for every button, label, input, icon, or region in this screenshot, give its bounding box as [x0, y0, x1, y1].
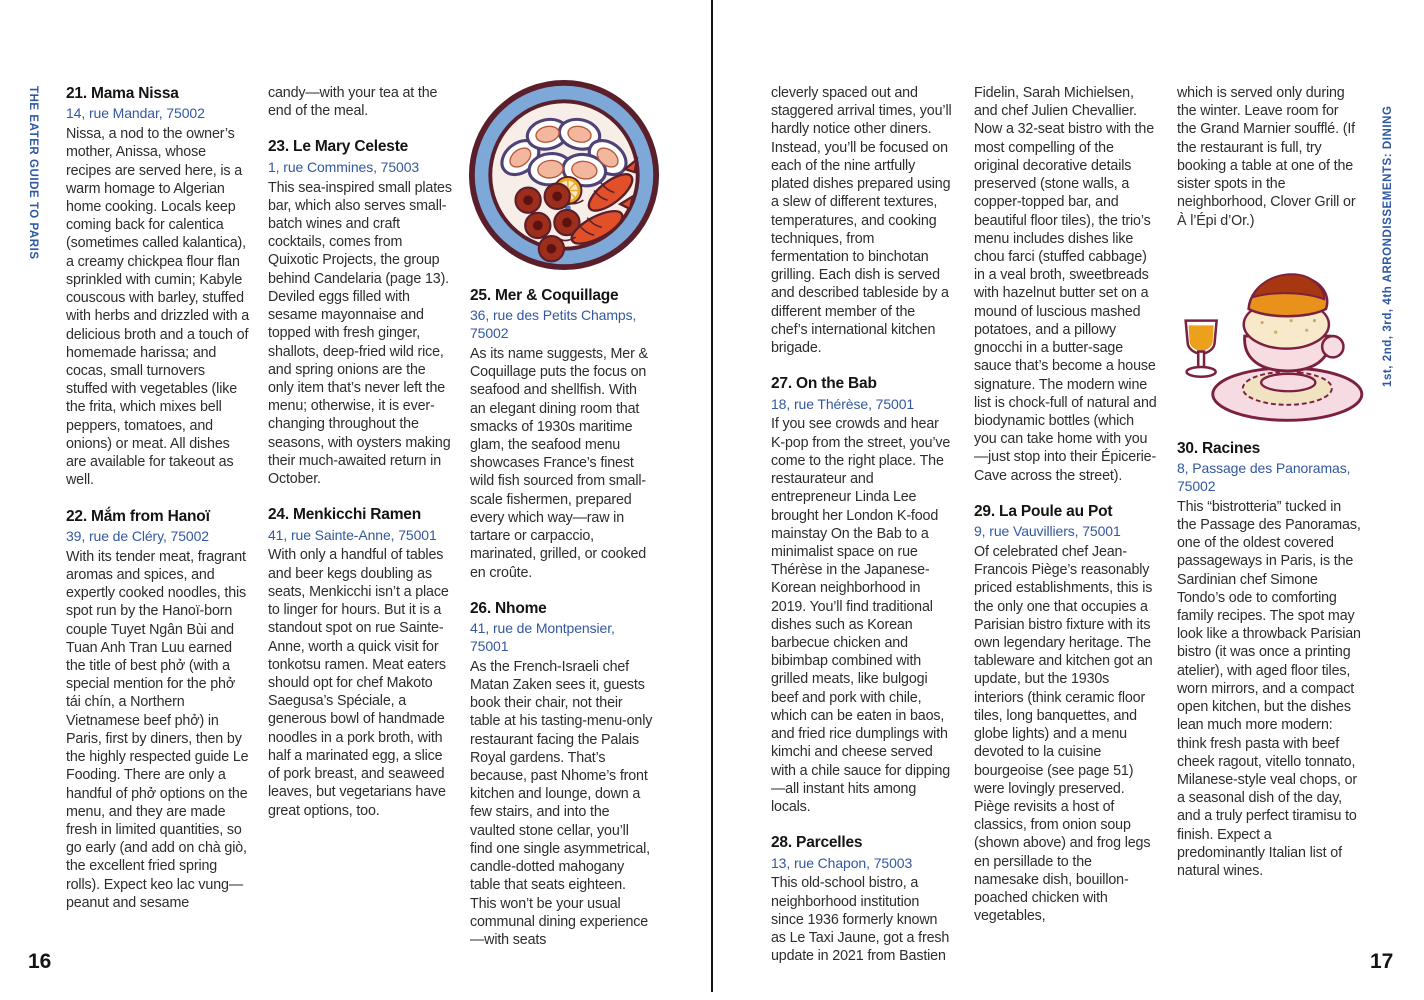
- right-column-3: [1177, 84, 1361, 897]
- left-column-2: [268, 84, 452, 837]
- continuation-text: cleverly spaced out and staggered arrival times, you’ll hardly notice other diners. Instead, you’ll be focused on each of the nine artfully plated dishes prepared using a slew of different textures, temperatures, and cooking techniques, from fermentation to binchotan grilling. Each dish is served and described tableside by a different member of the chef’s international kitchen brigade.: [771, 85, 952, 357]
- entry-24-menkicchi-ramen: [268, 505, 452, 819]
- entry-26-nhome: [470, 599, 654, 949]
- restaurant-title: 30. Racines: [1177, 439, 1261, 457]
- entry-27-on-the-bab: [771, 374, 955, 816]
- restaurant-address: 8, Passage des Panoramas, 75002: [1177, 460, 1351, 494]
- restaurant-description: With its tender meat, fragrant aromas and spices, and expertly cooked noodles, this spot run by the Hanoï-born couple Tuyet Ngân Bùi and Tuan Anh Tran Luu earned the title of best phở (with a special mention for the phở tái chín, a Northern Vietnamese beef phở) in Paris, first by diners, then by the highly respected guide Le Fooding. There are only a handful of phở options on the menu, and they are made fresh in limited quantities, so go early (and add on chà giò, the excellent fried spring rolls). Expect keo lac vung—peanut and sesame: [66, 548, 249, 911]
- entry-29-la-poule-au-pot: [974, 502, 1158, 926]
- entry-28-parcelles: [771, 833, 955, 965]
- left-column-3: [470, 82, 654, 966]
- restaurant-title: 24. Menkicchi Ramen: [268, 506, 421, 524]
- restaurant-description: With only a handful of tables and beer kegs doubling as seats, Menkicchi isn’t a place to linger for hours. But it is a standout spot on rue Sainte-Anne, worth a quick visit for tonkotsu ramen. Meat eaters should opt for chef Makoto Saegusa’s Spéciale, a generous bowl of handmade noodles in a pork broth, with half a marinated egg, a slice of pork breast, and seaweed leaves, but vegetarians have great options, too.: [268, 547, 449, 819]
- restaurant-title: 28. Parcelles: [771, 834, 863, 852]
- restaurant-address: 36, rue des Petits Champs, 75002: [470, 307, 637, 342]
- continuation-text: candy—with your tea at the end of the meal.: [268, 85, 438, 120]
- restaurant-address: 18, rue Thérèse, 75001: [771, 395, 915, 412]
- right-sidebar-label: 1st, 2nd, 3rd, 4th ARRONDISSEMENTS: DINING: [1382, 105, 1394, 387]
- entry-23-le-mary-celeste: [268, 137, 452, 488]
- continuation-text: Fidelin, Sarah Michielsen, and chef Julien Chevallier. Now a 32-seat bistro with the most compelling of the original decorative details preserved (stone walls, a copper-topped bar, and beautiful floor tiles), the trio’s menu includes dishes like chou farci (stuffed cabbage) in a veal broth, sweetbreads with hazelnut butter set on a mound of luscious mashed potatoes, and a pillowy gnocchi in a butter-sage sauce that’s become a house signature. The modern wine list is chock-full of natural and biodynamic bottles (which you can take home with you—just stop into their Épicerie-Cave across the street).: [974, 85, 1157, 484]
- left-sidebar-label: THE EATER GUIDE TO PARIS: [27, 86, 39, 260]
- restaurant-address: 41, rue de Montpensier, 75001: [470, 620, 615, 654]
- restaurant-description: Of celebrated chef Jean-Francois Piège’s reasonably priced establishments, this is the only one that occupies a Parisian bistro fixture with its own legendary heritage. The tableware and kitchen got an update, but the 1930s interiors (think ceramic floor tiles, long banquettes, and globe lights) and a menu devoted to la cuisine bourgeoise (see page 51) were lovingly preserved. Piège revisits a host of classics, from onion soup (shown above) and frog legs en persillade to the namesake dish, bouillon-poached chicken with vegetables,: [974, 543, 1153, 925]
- restaurant-title: 25. Mer & Coquillage: [470, 287, 619, 304]
- entry-30-racines: [1177, 439, 1361, 881]
- continuation-text: which is served only during the winter. Leave room for the Grand Marnier soufflé. (If the restaurant is full, try booking a table at one of the sister spots in the neighborhood, Clover Grill or À l’Épi d’Or.): [1177, 85, 1356, 229]
- restaurant-description: As its name suggests, Mer & Coquillage puts the focus on seafood and shellfish. With an elegant dining room that smacks of 1930s maritime glam, the seafood menu showcases France’s finest wild fish sourced from small-scale fishermen, prepared every which way—raw in tartare or carpaccio, marinated, grilled, or cooked en croûte.: [470, 345, 648, 581]
- page-number-left: 16: [28, 950, 52, 973]
- left-column-1: [66, 84, 250, 929]
- restaurant-description: This sea-inspired small plates bar, which also serves small-batch wines and craft cocktails, comes from Quixotic Projects, the group behind Candelaria (page 13). Deviled eggs filled with sesame mayonnaise and topped with fresh ginger, shallots, deep-fried wild rice, and spring onions are the only item that’s never left the menu; otherwise, it is ever-changing throughout the seasons, with oysters making their much-awaited return in October.: [268, 179, 452, 488]
- restaurant-description: If you see crowds and hear K-pop from the street, you’ve come to the right place. The restaurateur and entrepreneur Linda Lee brought her London K-food mainstay On the Bab to a minimalist space on rue Thérèse in the Japanese-Korean neighborhood in 2019. You’ll find traditional dishes such as Korean barbecue chicken and bibimbap combined with grilled meats, like bulgogi beef and pork with chile, which can be eaten in baos, and fried rice dumplings with kimchi and cheese served with a chile sauce for dipping—all instant hits among locals.: [771, 416, 951, 816]
- page-number-right: 17: [1370, 950, 1394, 973]
- restaurant-address: 39, rue de Cléry, 75002: [66, 527, 209, 544]
- restaurant-description: As the French-Israeli chef Matan Zaken sees it, guests book their chair, not their table at his tasting-menu-only restaurant facing the Palais Royal gardens. That’s because, past Nhome’s front kitchen and lounge, down a few stairs, and into the vaulted stone cellar, you’ll find one single asymmetrical, candle-dotted mahogany table that seats eighteen. This won’t be your usual communal dining experience—with seats: [470, 658, 653, 948]
- restaurant-title: 27. On the Bab: [771, 375, 877, 393]
- restaurant-address: 1, rue Commines, 75003: [268, 158, 420, 175]
- entry-22-mam-from-hanoi: [66, 507, 250, 913]
- oyster-platter-illustration: [467, 76, 661, 274]
- restaurant-address: 13, rue Chapon, 75003: [771, 854, 913, 871]
- restaurant-title: 29. La Poule au Pot: [974, 502, 1113, 520]
- restaurant-title: 21. Mama Nissa: [66, 85, 179, 102]
- entry-25-mer-et-coquillage: [470, 286, 654, 582]
- restaurant-title: 23. Le Mary Celeste: [268, 138, 409, 156]
- restaurant-description: This “bistrotteria” tucked in the Passage des Panoramas, one of the oldest covered passageways in Paris, is the Sardinian chef Simone Tondo’s ode to comforting family recipes. The spot may look like a throwback Parisian bistro (it was once a printing atelier), with aged floor tiles, worn mirrors, and a compact open kitchen, but the dishes lean much more modern: think fresh pasta with beef cheek ragout, vitello tonnato, Milanese-style veal chops, or a seasonal dish of the day, and a truly perfect tiramisu to finish. Expect a predominantly Italian list of natural wines.: [1177, 498, 1361, 880]
- restaurant-title: 22. Mắm from Hanoï: [66, 507, 210, 525]
- souffle-illustration: [1163, 247, 1369, 429]
- entry-21-mama-nissa: [66, 84, 250, 490]
- restaurant-address: 41, rue Sainte-Anne, 75001: [268, 526, 437, 543]
- restaurant-address: 9, rue Vauvilliers, 75001: [974, 523, 1121, 540]
- right-column-2: [974, 84, 1158, 943]
- restaurant-address: 14, rue Mandar, 75002: [66, 105, 205, 122]
- right-column-1: [771, 84, 955, 982]
- center-divider: [711, 0, 713, 992]
- restaurant-description: Nissa, a nod to the owner’s mother, Anissa, whose recipes are served here, is a warm homage to Algerian home cooking. Locals keep coming back for calentica (sometimes called kalantica), a creamy chickpea flour flan sprinkled with cumin; Kabyle couscous with barley, stuffed with herbs and drizzled with a delicious broth and a touch of homemade harissa; and cocas, small turnovers stuffed with vegetables (like the frita, which mixes bell peppers, tomatoes, and onions) or meat. All dishes are available for takeout as well.: [66, 126, 250, 489]
- restaurant-title: 26. Nhome: [470, 599, 547, 617]
- restaurant-description: This old-school bistro, a neighborhood institution since 1936 formerly known as Le Taxi Jaune, got a fresh update in 2021 from Bastien: [771, 875, 950, 965]
